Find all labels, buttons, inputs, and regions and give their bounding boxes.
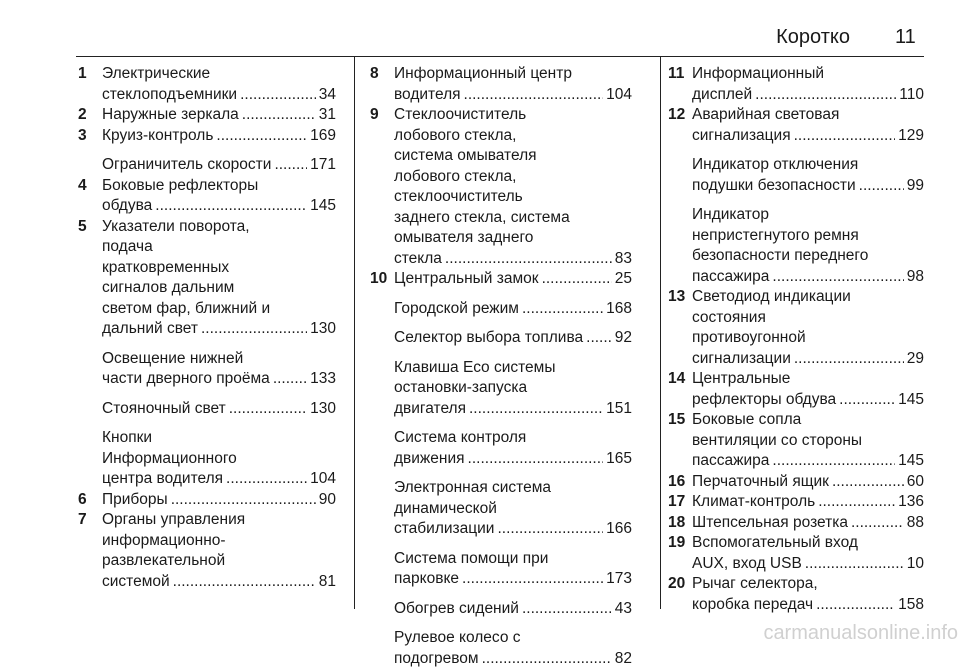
entry-line: безопасности переднего	[692, 246, 924, 267]
entry-text	[102, 64, 336, 105]
entry-text	[394, 64, 632, 105]
entry-text	[394, 269, 632, 290]
entry-label: Перчаточный ящик	[692, 472, 829, 493]
entry-line: подача	[102, 237, 336, 258]
index-entry	[668, 287, 924, 369]
entry-line: развлекательной	[102, 551, 336, 572]
index-entry	[370, 328, 632, 349]
index-entry	[668, 513, 924, 534]
entry-page-ref: 29	[907, 349, 924, 370]
entry-line: заднего стекла, система	[394, 208, 632, 229]
entry-line: Центральные	[692, 369, 924, 390]
entry-page-ref: 130	[310, 319, 336, 340]
entry-number: 20	[668, 574, 692, 615]
entry-leader-line	[102, 399, 336, 420]
index-entry	[370, 105, 632, 269]
index-entry	[668, 64, 924, 105]
entry-label: центра водителя	[102, 469, 223, 490]
dot-leader	[794, 349, 904, 370]
entry-text	[102, 105, 336, 126]
entry-text	[102, 490, 336, 511]
dot-leader	[839, 390, 895, 411]
entry-page-ref: 60	[907, 472, 924, 493]
dot-leader	[240, 85, 316, 106]
entry-leader-line	[102, 196, 336, 217]
index-entry	[370, 599, 632, 620]
entry-page-ref: 136	[898, 492, 924, 513]
entry-text	[394, 299, 632, 320]
entry-line: Светодиод индикации	[692, 287, 924, 308]
index-column-2	[370, 64, 632, 669]
entry-label: обдува	[102, 196, 152, 217]
entry-line: Информационный центр	[394, 64, 632, 85]
entry-number: 2	[78, 105, 102, 126]
entry-label: Обогрев сидений	[394, 599, 519, 620]
entry-number	[668, 205, 692, 287]
index-entry	[78, 126, 336, 147]
entry-line: Индикатор отключения	[692, 155, 924, 176]
entry-text	[692, 533, 924, 574]
index-entry	[78, 399, 336, 420]
entry-line: Индикатор	[692, 205, 924, 226]
dot-leader	[201, 319, 307, 340]
index-column-1	[78, 64, 336, 592]
dot-leader	[794, 126, 896, 147]
entry-label: Приборы	[102, 490, 168, 511]
entry-page-ref: 133	[310, 369, 336, 390]
page-title: Коротко	[700, 26, 850, 49]
entry-leader-line	[692, 349, 924, 370]
entry-page-ref: 145	[310, 196, 336, 217]
entry-leader-line	[692, 472, 924, 493]
entry-page-ref: 92	[615, 328, 632, 349]
entry-line: кратковременных	[102, 258, 336, 279]
entry-text	[692, 492, 924, 513]
entry-leader-line	[692, 492, 924, 513]
entry-line: Освещение нижней	[102, 349, 336, 370]
entry-line: Указатели поворота,	[102, 217, 336, 238]
watermark: carmanualsonline.info	[0, 622, 960, 645]
entry-page-ref: 25	[615, 269, 632, 290]
entry-leader-line	[692, 267, 924, 288]
entry-leader-line	[102, 490, 336, 511]
entry-number: 10	[370, 269, 394, 290]
entry-leader-line	[394, 328, 632, 349]
entry-number: 17	[668, 492, 692, 513]
entry-line: Клавиша Eco системы	[394, 358, 632, 379]
entry-leader-line	[692, 85, 924, 106]
entry-label: Круиз-контроль	[102, 126, 213, 147]
entry-number: 5	[78, 217, 102, 340]
entry-text	[692, 472, 924, 493]
index-entry	[370, 299, 632, 320]
dot-leader	[216, 126, 307, 147]
entry-number	[370, 299, 394, 320]
entry-page-ref: 83	[615, 249, 632, 270]
entry-text	[692, 64, 924, 105]
entry-line: стеклоочиститель	[394, 187, 632, 208]
entry-line: непристегнутого ремня	[692, 226, 924, 247]
dot-leader	[173, 572, 316, 593]
entry-leader-line	[102, 369, 336, 390]
entry-label: сигнализация	[692, 126, 791, 147]
entry-text	[394, 478, 632, 540]
entry-page-ref: 104	[310, 469, 336, 490]
entry-leader-line	[102, 155, 336, 176]
dot-leader	[229, 399, 307, 420]
entry-line: информационно-	[102, 531, 336, 552]
entry-text	[394, 105, 632, 269]
dot-leader	[586, 328, 612, 349]
index-entry	[78, 349, 336, 390]
entry-leader-line	[394, 269, 632, 290]
dot-leader	[274, 155, 307, 176]
entry-leader-line	[394, 569, 632, 590]
index-entry	[370, 269, 632, 290]
entry-number	[78, 428, 102, 490]
entry-page-ref: 168	[606, 299, 632, 320]
entry-label: рефлекторы обдува	[692, 390, 836, 411]
entry-label: пассажира	[692, 267, 769, 288]
entry-line: Система помощи при	[394, 549, 632, 570]
entry-number	[370, 599, 394, 620]
entry-text	[102, 155, 336, 176]
dot-leader	[273, 369, 307, 390]
index-entry	[78, 105, 336, 126]
entry-label: подушки безопасности	[692, 176, 856, 197]
entry-text	[692, 513, 924, 534]
entry-leader-line	[102, 572, 336, 593]
entry-label: двигателя	[394, 399, 466, 420]
dot-leader	[522, 299, 603, 320]
entry-number	[78, 349, 102, 390]
dot-leader	[859, 176, 904, 197]
entry-line: Боковые сопла	[692, 410, 924, 431]
entry-leader-line	[394, 599, 632, 620]
entry-leader-line	[692, 390, 924, 411]
entry-page-ref: 165	[606, 449, 632, 470]
entry-line: система омывателя	[394, 146, 632, 167]
entry-line: сигналов дальним	[102, 278, 336, 299]
entry-number	[370, 358, 394, 420]
page-number: 11	[895, 26, 916, 49]
dot-leader	[464, 85, 604, 106]
entry-line: Информационный	[692, 64, 924, 85]
dot-leader	[772, 451, 895, 472]
entry-number	[370, 549, 394, 590]
entry-line: Органы управления	[102, 510, 336, 531]
index-entry	[668, 492, 924, 513]
index-column-3	[668, 64, 924, 615]
entry-label: дальний свет	[102, 319, 198, 340]
entry-text	[692, 574, 924, 615]
entry-label: Климат-контроль	[692, 492, 815, 513]
entry-leader-line	[394, 249, 632, 270]
index-entry	[668, 205, 924, 287]
dot-leader	[468, 449, 604, 470]
entry-text	[692, 205, 924, 287]
entry-page-ref: 81	[319, 572, 336, 593]
entry-number: 9	[370, 105, 394, 269]
entry-number	[668, 155, 692, 196]
dot-leader	[772, 267, 903, 288]
entry-line: Кнопки	[102, 428, 336, 449]
entry-label: дисплей	[692, 85, 752, 106]
entry-line: омывателя заднего	[394, 228, 632, 249]
entry-number: 18	[668, 513, 692, 534]
entry-leader-line	[394, 449, 632, 470]
dot-leader	[832, 472, 904, 493]
entry-page-ref: 43	[615, 599, 632, 620]
entry-line: Рычаг селектора,	[692, 574, 924, 595]
entry-label: коробка передач	[692, 595, 813, 616]
entry-text	[394, 328, 632, 349]
dot-leader	[171, 490, 316, 511]
dot-leader	[226, 469, 307, 490]
entry-page-ref: 129	[898, 126, 924, 147]
entry-number	[370, 328, 394, 349]
entry-line: Информационного	[102, 449, 336, 470]
entry-page-ref: 90	[319, 490, 336, 511]
entry-leader-line	[692, 513, 924, 534]
entry-number: 11	[668, 64, 692, 105]
index-entry	[668, 533, 924, 574]
entry-label: пассажира	[692, 451, 769, 472]
entry-leader-line	[394, 399, 632, 420]
dot-leader	[818, 492, 895, 513]
entry-line: Система контроля	[394, 428, 632, 449]
entry-line: Электронная система	[394, 478, 632, 499]
entry-leader-line	[692, 595, 924, 616]
entry-label: стабилизации	[394, 519, 494, 540]
entry-line: Аварийная световая	[692, 105, 924, 126]
entry-page-ref: 88	[907, 513, 924, 534]
entry-line: Рулевое колесо с	[394, 628, 632, 649]
entry-page-ref: 166	[606, 519, 632, 540]
entry-page-ref: 104	[606, 85, 632, 106]
index-entry	[370, 428, 632, 469]
entry-number	[78, 155, 102, 176]
entry-leader-line	[692, 554, 924, 575]
entry-label: парковке	[394, 569, 459, 590]
index-entry	[668, 155, 924, 196]
dot-leader	[242, 105, 316, 126]
entry-line: Боковые рефлекторы	[102, 176, 336, 197]
entry-page-ref: 173	[606, 569, 632, 590]
entry-text	[394, 549, 632, 590]
entry-line: состояния	[692, 308, 924, 329]
entry-number: 13	[668, 287, 692, 369]
entry-leader-line	[394, 519, 632, 540]
dot-leader	[805, 554, 904, 575]
entry-text	[692, 287, 924, 369]
entry-text	[102, 428, 336, 490]
entry-page-ref: 151	[606, 399, 632, 420]
entry-line: вентиляции со стороны	[692, 431, 924, 452]
entry-number: 16	[668, 472, 692, 493]
entry-leader-line	[102, 126, 336, 147]
entry-label: стекла	[394, 249, 442, 270]
entry-leader-line	[102, 319, 336, 340]
entry-label: Наружные зеркала	[102, 105, 239, 126]
entry-page-ref: 171	[310, 155, 336, 176]
entry-label: Городской режим	[394, 299, 519, 320]
column-divider	[354, 56, 355, 609]
entry-leader-line	[102, 105, 336, 126]
dot-leader	[522, 599, 612, 620]
entry-label: Стояночный свет	[102, 399, 226, 420]
entry-page-ref: 158	[898, 595, 924, 616]
entry-number: 12	[668, 105, 692, 146]
entry-page-ref: 82	[615, 649, 632, 669]
entry-text	[102, 399, 336, 420]
entry-page-ref: 34	[319, 85, 336, 106]
entry-number: 14	[668, 369, 692, 410]
entry-page-ref: 169	[310, 126, 336, 147]
entry-number	[370, 428, 394, 469]
entry-text	[102, 349, 336, 390]
index-entry	[78, 176, 336, 217]
entry-page-ref: 31	[319, 105, 336, 126]
dot-leader	[542, 269, 612, 290]
entry-leader-line	[692, 451, 924, 472]
header-divider	[76, 56, 924, 57]
entry-label: водителя	[394, 85, 461, 106]
entry-text	[394, 428, 632, 469]
column-divider	[660, 56, 661, 609]
entry-leader-line	[692, 176, 924, 197]
entry-number: 7	[78, 510, 102, 592]
entry-leader-line	[394, 85, 632, 106]
entry-page-ref: 145	[898, 390, 924, 411]
dot-leader	[497, 519, 603, 540]
entry-text	[692, 155, 924, 196]
entry-leader-line	[692, 126, 924, 147]
entry-line: Вспомогательный вход	[692, 533, 924, 554]
entry-text	[102, 510, 336, 592]
index-entry	[370, 358, 632, 420]
entry-number: 6	[78, 490, 102, 511]
entry-label: Штепсельная розетка	[692, 513, 848, 534]
entry-page-ref: 98	[907, 267, 924, 288]
entry-label: AUX, вход USB	[692, 554, 802, 575]
entry-line: противоугонной	[692, 328, 924, 349]
entry-label: движения	[394, 449, 465, 470]
entry-number: 8	[370, 64, 394, 105]
dot-leader	[462, 569, 603, 590]
entry-label: стеклоподъемники	[102, 85, 237, 106]
entry-page-ref: 10	[907, 554, 924, 575]
index-entry	[78, 217, 336, 340]
dot-leader	[482, 649, 612, 669]
entry-leader-line	[394, 299, 632, 320]
entry-text	[102, 176, 336, 217]
entry-label: Ограничитель скорости	[102, 155, 271, 176]
entry-text	[692, 410, 924, 472]
entry-label: Центральный замок	[394, 269, 539, 290]
entry-line: Стеклоочиститель	[394, 105, 632, 126]
entry-page-ref: 130	[310, 399, 336, 420]
entry-page-ref: 99	[907, 176, 924, 197]
entry-leader-line	[102, 469, 336, 490]
index-entry	[668, 105, 924, 146]
entry-leader-line	[102, 85, 336, 106]
entry-page-ref: 110	[899, 85, 924, 106]
entry-text	[692, 369, 924, 410]
entry-line: Электрические	[102, 64, 336, 85]
entry-number: 15	[668, 410, 692, 472]
dot-leader	[755, 85, 896, 106]
entry-text	[102, 217, 336, 340]
entry-number	[370, 478, 394, 540]
entry-number: 4	[78, 176, 102, 217]
entry-number: 1	[78, 64, 102, 105]
entry-text	[102, 126, 336, 147]
index-entry	[668, 410, 924, 472]
entry-label: системой	[102, 572, 170, 593]
index-entry	[370, 64, 632, 105]
entry-line: динамической	[394, 499, 632, 520]
entry-line: остановки-запуска	[394, 378, 632, 399]
entry-text	[394, 358, 632, 420]
dot-leader	[155, 196, 307, 217]
entry-line: светом фар, ближний и	[102, 299, 336, 320]
index-entry	[78, 155, 336, 176]
dot-leader	[445, 249, 612, 270]
entry-number: 19	[668, 533, 692, 574]
dot-leader	[851, 513, 904, 534]
entry-page-ref: 145	[898, 451, 924, 472]
index-entry	[78, 64, 336, 105]
entry-label: Селектор выбора топлива	[394, 328, 583, 349]
index-entry	[370, 478, 632, 540]
entry-line: лобового стекла,	[394, 126, 632, 147]
entry-label: подогревом	[394, 649, 479, 669]
entry-leader-line	[394, 649, 632, 669]
entry-label: сигнализации	[692, 349, 791, 370]
index-entry	[668, 574, 924, 615]
index-entry	[78, 510, 336, 592]
entry-label: части дверного проёма	[102, 369, 270, 390]
entry-line: лобового стекла,	[394, 167, 632, 188]
entry-text	[692, 105, 924, 146]
index-entry	[668, 472, 924, 493]
dot-leader	[816, 595, 895, 616]
index-entry	[370, 549, 632, 590]
entry-number	[78, 399, 102, 420]
dot-leader	[469, 399, 603, 420]
entry-text	[394, 599, 632, 620]
entry-number: 3	[78, 126, 102, 147]
index-entry	[78, 490, 336, 511]
index-entry	[78, 428, 336, 490]
index-entry	[668, 369, 924, 410]
